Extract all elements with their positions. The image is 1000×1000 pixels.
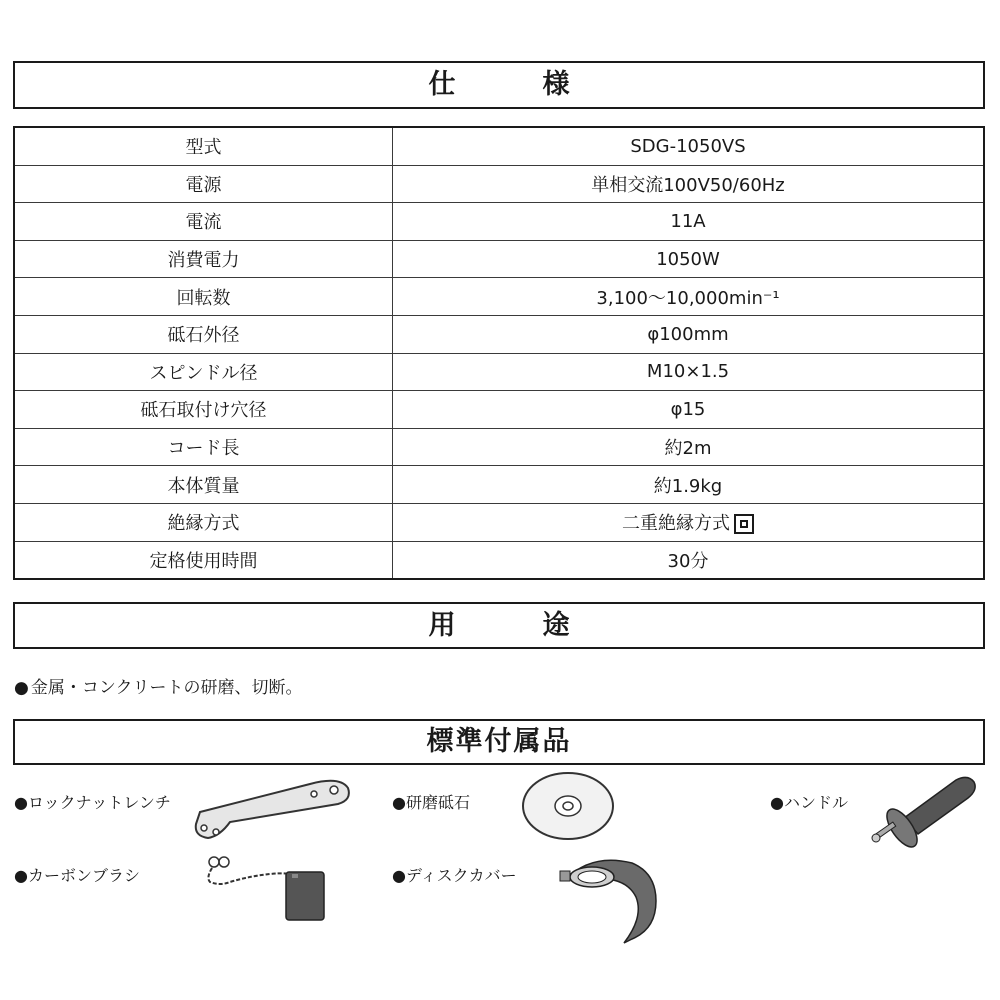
spec-value: 30分 [393,541,985,579]
spec-label: 電源 [14,165,393,203]
spec-value: 3,100〜10,000min⁻¹ [393,278,985,316]
table-row [14,127,984,165]
table-row [14,541,984,579]
accessory-label-brush: ●カーボンブラシ [14,866,140,885]
spec-label: 型式 [14,127,393,165]
spec-value: 単相交流100V50/60Hz [393,165,985,203]
spec-value: 約2m [393,428,985,466]
spec-value: φ100mm [393,315,985,353]
accessory-label-disc: ●研磨砥石 [392,793,470,812]
spec-label: 絶縁方式 [14,503,393,541]
spec-value: 二重絶縁方式 [622,513,730,535]
spec-label: コード長 [14,428,393,466]
accessories-section-title: 標準付属品 [426,726,572,757]
spec-label: 消費電力 [14,240,393,278]
spec-section-header [13,61,985,109]
table-row [14,278,984,316]
spec-label: 電流 [14,203,393,241]
spec-value: φ15 [393,391,985,429]
accessory-label-cover: ●ディスクカバー [392,866,517,885]
bullet: ● [14,678,29,698]
grinding-disc-icon [520,770,616,842]
spec-value: 約1.9kg [393,466,985,504]
spec-value-cell [393,503,985,541]
table-row [14,428,984,466]
accessory-label-handle: ●ハンドル [770,793,848,812]
accessory-label-wrench: ●ロックナットレンチ [14,793,171,812]
usage-section-header [13,602,985,649]
usage-item [14,673,303,698]
spec-value: 1050W [393,240,985,278]
spec-value: M10×1.5 [393,353,985,391]
carbon-brush-icon [200,854,330,926]
spec-section-title: 仕 様 [428,69,600,100]
lock-nut-wrench-icon [190,774,355,844]
table-row [14,503,984,541]
spec-label: 回転数 [14,278,393,316]
spec-value: 11A [393,203,985,241]
accessories-section-header [13,719,985,765]
table-row [14,466,984,504]
spec-label: 定格使用時間 [14,541,393,579]
table-row [14,391,984,429]
spec-value: SDG-1050VS [393,127,985,165]
spec-table [13,126,985,580]
usage-section-title: 用 途 [428,610,600,641]
double-insulation-icon [734,514,754,534]
table-row [14,353,984,391]
table-row [14,203,984,241]
disc-guard-icon [552,853,662,945]
spec-label: 本体質量 [14,466,393,504]
spec-label: スピンドル径 [14,353,393,391]
table-row [14,240,984,278]
usage-text: 金属・コンクリートの研磨、切断。 [30,678,303,698]
side-handle-icon [864,772,984,856]
spec-label: 砥石取付け穴径 [14,391,393,429]
table-row [14,165,984,203]
spec-label: 砥石外径 [14,315,393,353]
table-row [14,315,984,353]
